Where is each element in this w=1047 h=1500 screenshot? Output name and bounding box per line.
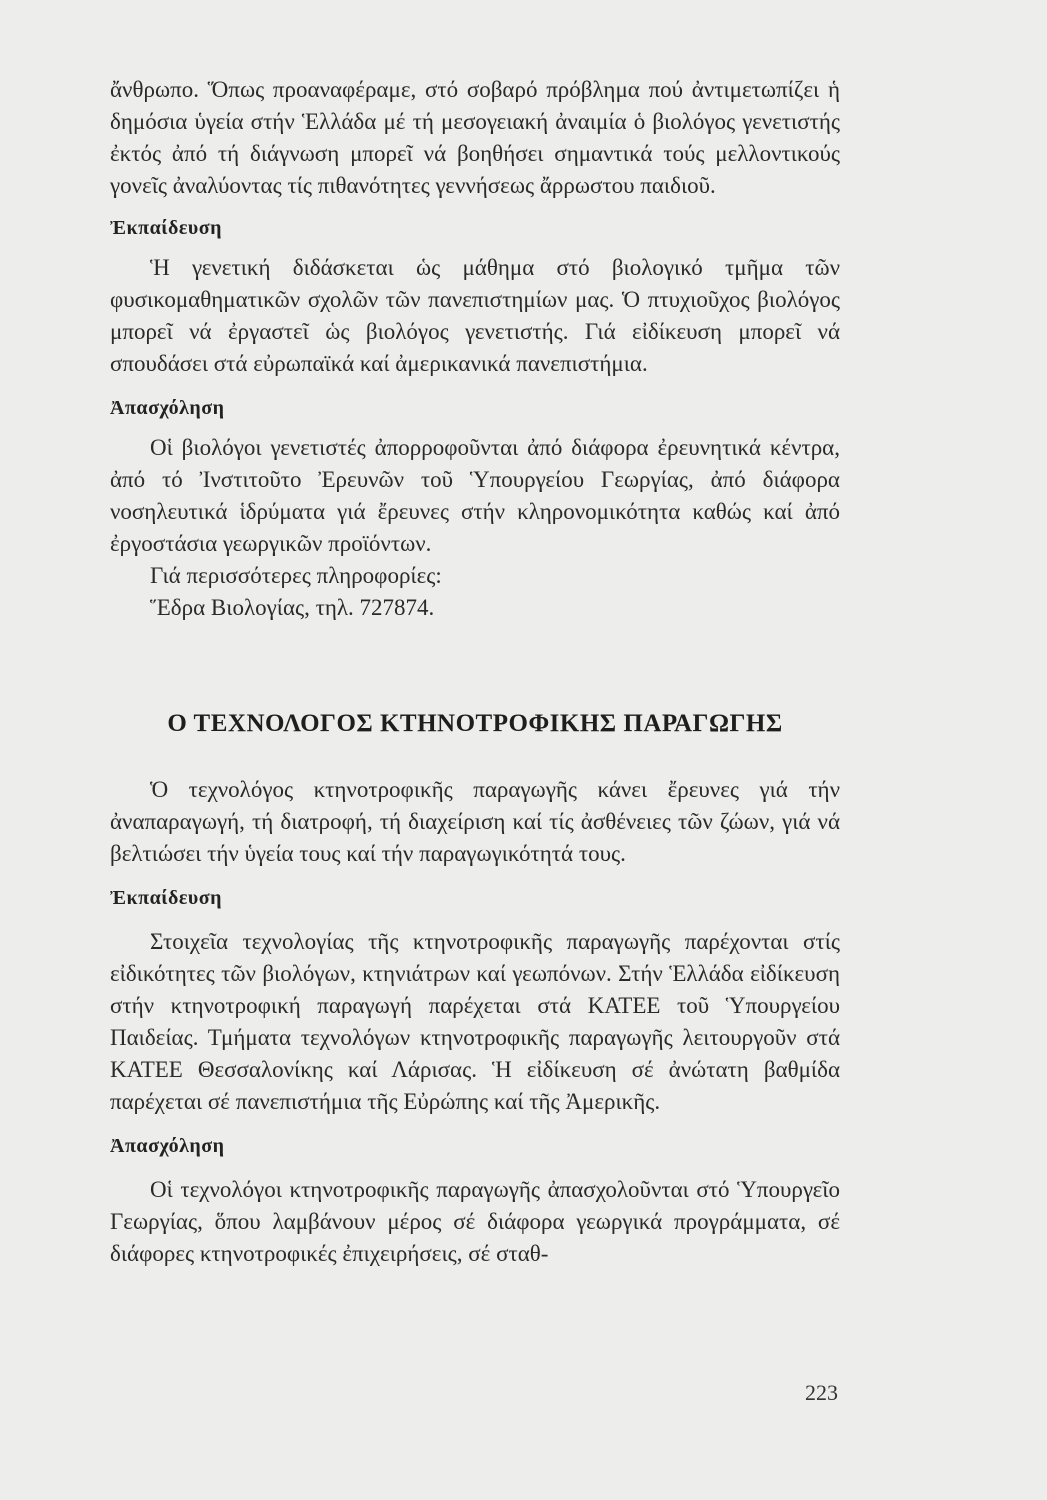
employment-heading-2: Ἀπασχόληση <box>110 1135 225 1157</box>
section-title: Ο ΤΕΧΝΟΛΟΓΟΣ ΚΤΗΝΟΤΡΟΦΙΚΗΣ ΠΑΡΑΓΩΓΗΣ <box>167 710 783 737</box>
section-intro: Ὁ τεχνολόγος κτηνοτροφικῆς παραγωγῆς κάνει ἔρευνες γιά τήν ἀναπαραγωγή, τή διατροφή, τή διαχείριση καί τίς ἀσθένειες τῶν ζώων, γιά νά βελτιώσει τήν ὑγεία τους καί τήν παραγωγικότητά τους. <box>110 777 840 866</box>
info-label: Γιά περισσότερες πληροφορίες: <box>150 563 442 588</box>
continued-paragraph: ἄνθρωπο. Ὅπως προαναφέραμε, στό σοβαρό πρόβλημα πού ἀντιμετωπίζει ἡ δημόσια ὑγεία στήν Ἑλλάδα μέ τή μεσογειακή ἀναιμία ὁ βιολόγος γενετιστής ἐκτός ἀπό τή διάγνωση μπορεῖ νά βοηθήσει σημαντικά τούς μελλοντικούς γονεῖς ἀναλύοντας τίς πιθανότητες γεννήσεως ἄρρωστου παιδιοῦ. <box>110 77 840 198</box>
employment-text-2: Οἱ τεχνολόγοι κτηνοτροφικῆς παραγωγῆς ἀπασχολοῦνται στό Ὑπουργεῖο Γεωργίας, ὅπου λαμβάνουν μέρος σέ διάφορα γεωργικά προγράμματα, σέ διάφορες κτηνοτροφικές ἐπιχειρήσεις, σέ σταθ- <box>110 1177 840 1266</box>
education-heading-1: Ἐκπαίδευση <box>110 217 222 239</box>
page-content <box>110 74 840 1270</box>
education-text-1: Ἡ γενετική διδάσκεται ὡς μάθημα στό βιολογικό τμῆμα τῶν φυσικομαθηματικῶν σχολῶν τῶν πανεπιστημίων μας. Ὁ πτυχιοῦχος βιολόγος μπορεῖ νά ἐργαστεῖ ὡς βιολόγος γενετιστής. Γιά εἰδίκευση μπορεῖ νά σπουδάσει στά εὐρωπαϊκά καί ἀμερικανικά πανεπιστήμια. <box>110 255 840 376</box>
employment-heading-1: Ἀπασχόληση <box>110 397 225 419</box>
education-heading-2: Ἐκπαίδευση <box>110 887 222 909</box>
page-number: 223 <box>805 1380 838 1405</box>
info-contact: Ἕδρα Βιολογίας, τηλ. 727874. <box>150 595 435 620</box>
education-text-2: Στοιχεῖα τεχνολογίας τῆς κτηνοτροφικῆς παραγωγῆς παρέχονται στίς εἰδικότητες τῶν βιολόγων, κτηνιάτρων καί γεωπόνων. Στήν Ἑλλάδα εἰδίκευση στήν κτηνοτροφική παραγωγή παρέχεται στά ΚΑΤΕΕ τοῦ Ὑπουργείου Παιδείας. Τμήματα τεχνολόγων κτηνοτροφικῆς παραγωγῆς λειτουργοῦν στά ΚΑΤΕΕ Θεσσαλονίκης καί Λάρισας. Ἡ εἰδίκευση σέ ἀνώτατη βαθμίδα παρέχεται σέ πανεπιστήμια τῆς Εὐρώπης καί τῆς Ἀμερικῆς. <box>110 929 840 1114</box>
employment-text-1: Οἱ βιολόγοι γενετιστές ἀπορροφοῦνται ἀπό διάφορα ἐρευνητικά κέντρα, ἀπό τό Ἰνστιτοῦτο Ἐρευνῶν τοῦ Ὑπουργείου Γεωργίας, ἀπό διάφορα νοσηλευτικά ἱδρύματα γιά ἔρευνες στήν κληρονομικότητα καθώς καί ἀπό ἐργοστάσια γεωργικῶν προϊόντων. <box>110 435 840 556</box>
